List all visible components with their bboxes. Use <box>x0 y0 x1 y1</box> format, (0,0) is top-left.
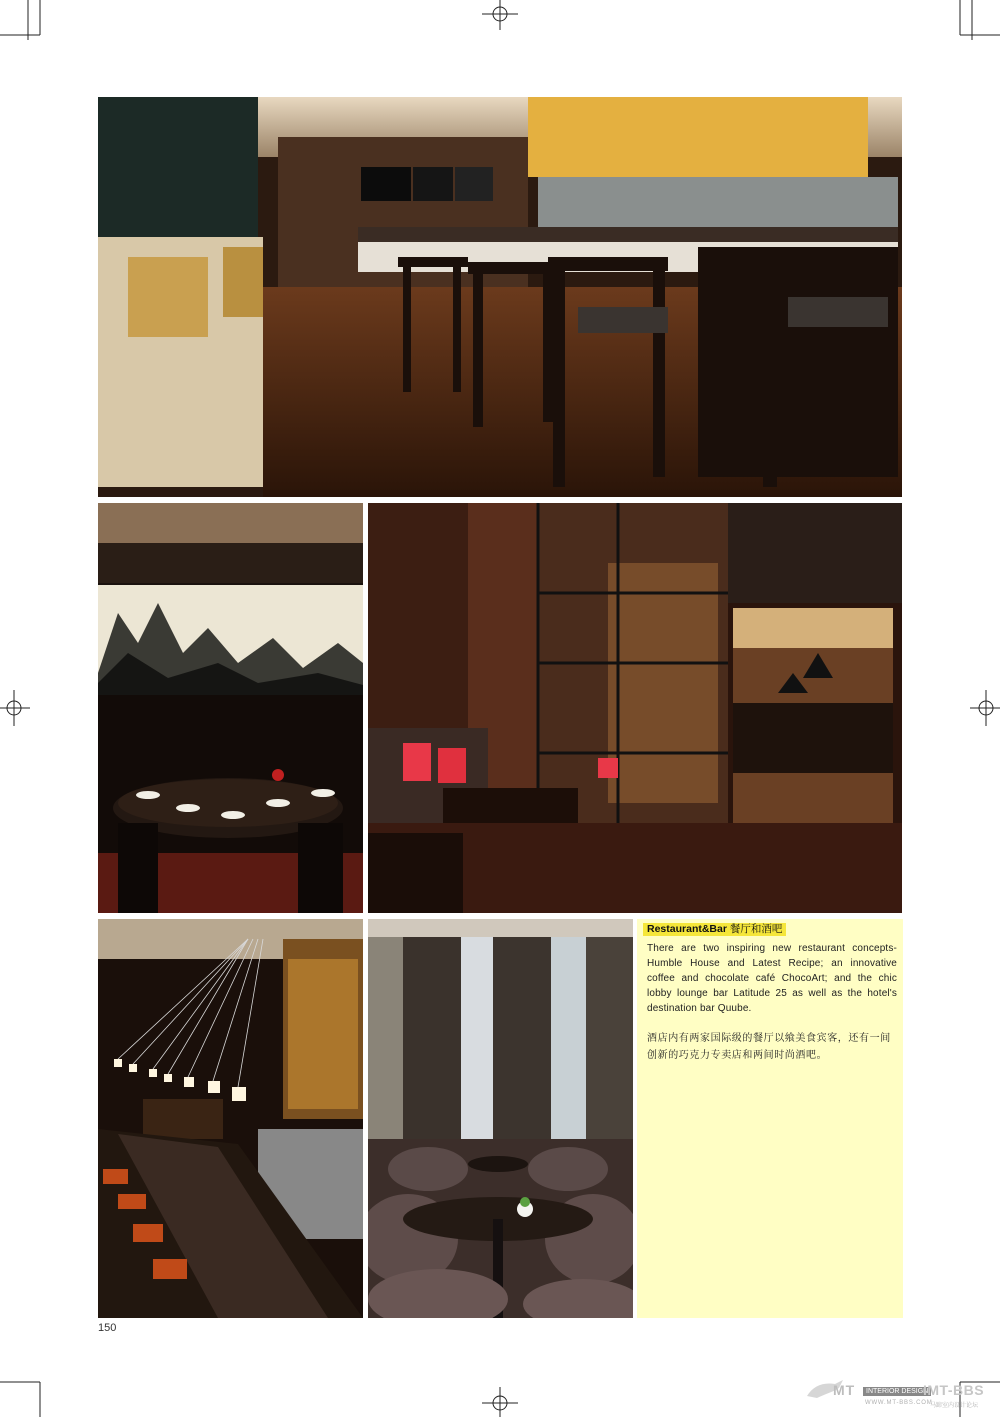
body-text-cn: 酒店内有两家国际级的餐厅以飨美食宾客，还有一间创新的巧克力专卖店和两间时尚酒吧。 <box>647 1033 891 1061</box>
watermark-mt: MT <box>833 1382 856 1398</box>
photo-bar-pendant-lights <box>98 919 363 1318</box>
watermark-bbs: IMT-BBS <box>923 1382 985 1398</box>
heading-en: Restaurant&Bar <box>647 923 727 935</box>
page-number: 150 <box>98 1322 117 1334</box>
photo-lounge-armchairs <box>368 919 633 1318</box>
watermark-cn: 马蹄室内设计论坛 <box>930 1403 979 1409</box>
registration-mark-top <box>470 0 530 32</box>
heading-cn: 餐厅和酒吧 <box>729 923 783 935</box>
photo-dining-mural <box>98 503 363 913</box>
watermark-url: WWW.MT-BBS.COM <box>865 1400 933 1406</box>
watermark-badge: INTERIOR DESIGN <box>863 1387 931 1396</box>
registration-mark-left <box>0 678 32 738</box>
crop-mark-top-right <box>950 0 1000 50</box>
photo-lounge-private-dining <box>368 503 902 913</box>
crop-mark-top-left <box>0 0 50 50</box>
section-heading <box>643 923 786 936</box>
crop-mark-bottom-left <box>0 1367 50 1417</box>
photo-bar-counter <box>98 97 902 497</box>
registration-mark-bottom <box>470 1385 530 1417</box>
watermark <box>805 1376 995 1412</box>
body-text-en: There are two inspiring new restaurant concepts- Humble House and Latest Recipe; an innovative coffee and chocolate café ChocoArt; and the chic lobby lounge bar Latitude 25 as well as the hotel's destination bar Quube. <box>647 943 897 1014</box>
text-panel <box>637 919 903 1318</box>
registration-mark-right <box>968 678 1000 738</box>
